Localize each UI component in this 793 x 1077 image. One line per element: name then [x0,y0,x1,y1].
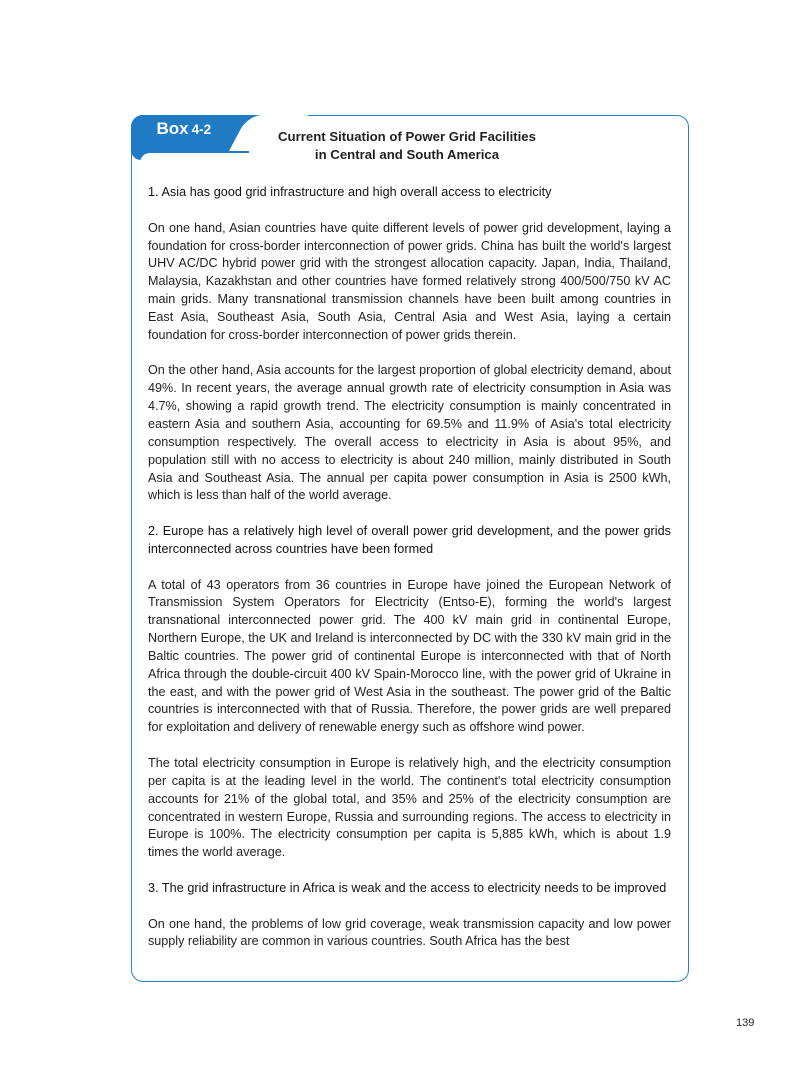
box-tab [131,115,271,151]
paragraph-europe-consumption: The total electricity consumption in Europe is relatively high, and the electricity consumption per capita is at the leading level in the world. The continent's total electricity consumption accounts for 21% of the global total, and 35% and 25% of the electricity consumption are concentrated in western Europe, Russia and surrounding regions. The access to electricity in Europe is 100%. The electricity consumption per capita is 5,885 kWh, which is about 1.9 times the world average. [148,756,671,860]
box-content [148,184,671,969]
page-number: 139 [736,1017,755,1029]
box-label [157,119,212,139]
info-box [131,115,689,982]
paragraph-asia-demand: On the other hand, Asia accounts for the largest proportion of global electricity demand, about 49%. In recent years, the average annual growth rate of electricity consumption in Asia was 4.7%, showing a rapid growth trend. The electricity consumption is mainly concentrated in eastern Asia and southern Asia, accounting for 69.5% and 11.9% of Asia's total electricity consumption respectively. The overall access to electricity in Asia is about 95%, and population still with no access to electricity is about 240 million, mainly distributed in South Asia and Southeast Asia. The annual per capita power consumption in Asia is 2500 kWh, which is less than half of the world average. [148,363,671,503]
section-heading-europe: 2. Europe has a relatively high level of overall power grid development, and the power grids interconnected across countries have been formed [148,524,671,556]
box-label-number: 4-2 [191,121,212,137]
box-title-line-2: in Central and South America [314,147,500,162]
box-tab-decoration-mask [140,153,260,163]
section-heading-africa: 3. The grid infrastructure in Africa is weak and the access to electricity needs to be improved [148,880,667,895]
paragraph-africa-grid: On one hand, the problems of low grid coverage, weak transmission capacity and low power supply reliability are common in various countries. South Africa has the best [148,916,671,949]
section-heading-asia: 1. Asia has good grid infrastructure and high overall access to electricity [148,185,552,199]
box-title [252,128,562,164]
paragraph-europe-grid: A total of 43 operators from 36 countries in Europe have joined the European Network of Transmission System Operators for Electricity (Entso-E), forming the world's largest transnational interconnected power grid. The 400 kV main grid in continental Europe, Northern Europe, the UK and Ireland is interconnected by DC with the 330 kV main grid in the Baltic countries. The power grid of continental Europe is interconnected with that of North Africa through the double-circuit 400 kV Spain-Morocco line, with the power grid of Ukraine in the east, and with the power grid of West Asia in the southeast. The power grid of the Baltic countries is interconnected with that of Russia. Therefore, the power grids are well prepared for exploitation and delivery of renewable energy such as offshore wind power. [148,577,671,735]
box-title-line-1: Current Situation of Power Grid Facilities [278,129,536,144]
box-label-word: Box [156,118,189,138]
paragraph-asia-grid: On one hand, Asian countries have quite different levels of power grid development, laying a foundation for cross-border interconnection of power grids. China has built the world's largest UHV AC/DC hybrid power grid with the strongest allocation capacity. Japan, India, Thailand, Malaysia, Kazakhstan and other countries have formed relatively strong 400/500/750 kV AC main grids. Many transnational transmission channels have been built among countries in East Asia, Southeast Asia, South Asia, Central Asia and West Asia, laying a certain foundation for cross-border interconnection of power grids therein. [148,220,671,342]
